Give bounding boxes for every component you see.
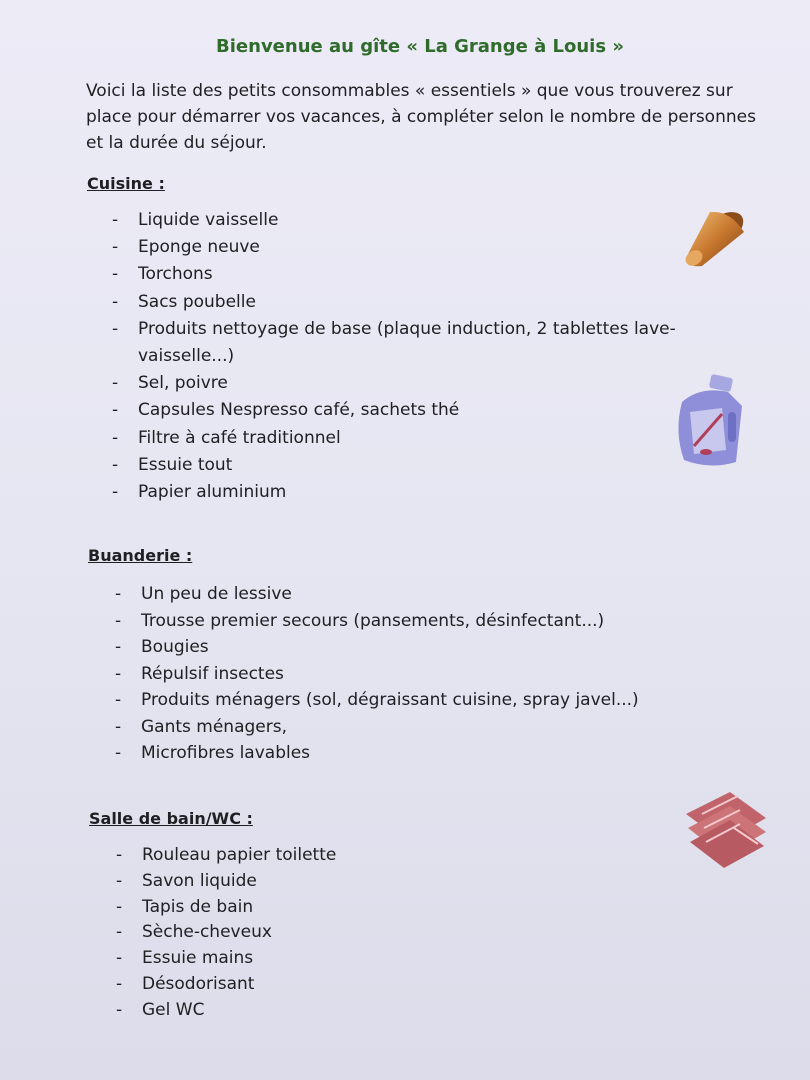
list-item: - Papier aluminium [110,479,698,506]
cuisine-list [110,207,698,506]
list-item: - Gants ménagers, [113,714,639,741]
list-item: - Rouleau papier toilette [114,843,336,869]
list-item: - Produits nettoyage de base (plaque induction, 2 tablettes lave-vaisselle...) [110,316,698,370]
list-item: - Gel WC [114,998,336,1024]
section-heading-buanderie: Buanderie : [88,546,193,565]
list-item: - Eponge neuve [110,234,698,261]
list-item: - Microfibres lavables [113,740,639,767]
section-heading-cuisine: Cuisine : [87,174,165,193]
buanderie-list [113,581,639,767]
intro-paragraph: Voici la liste des petits consommables « essentiels » que vous trouverez sur place pour démarrer vos vacances, à compléter selon le nombre de personnes et la durée du séjour. [86,81,756,153]
list-item: - Sèche-cheveux [114,920,336,946]
list-item: - Capsules Nespresso café, sachets thé [110,397,698,424]
detergent-bottle-icon [670,372,750,472]
list-item: - Bougies [113,634,639,661]
list-item: - Filtre à café traditionnel [110,425,698,452]
list-item: - Savon liquide [114,869,336,895]
list-item: - Trousse premier secours (pansements, désinfectant...) [113,608,639,635]
section-heading-salle-de-bain: Salle de bain/WC : [89,809,253,828]
list-item: - Liquide vaisselle [110,207,698,234]
list-item: - Un peu de lessive [113,581,639,608]
coffee-capsule-icon [672,198,752,276]
list-item: - Tapis de bain [114,895,336,921]
list-item: - Désodorisant [114,972,336,998]
list-item: - Essuie mains [114,946,336,972]
list-item: - Sel, poivre [110,370,698,397]
salle-de-bain-list [114,843,336,1024]
list-item: - Torchons [110,261,698,288]
page-title: Bienvenue au gîte « La Grange à Louis » [216,36,624,57]
folded-towels-icon [678,784,772,874]
list-item: - Produits ménagers (sol, dégraissant cuisine, spray javel...) [113,687,639,714]
list-item: - Essuie tout [110,452,698,479]
list-item: - Répulsif insectes [113,661,639,688]
list-item: - Sacs poubelle [110,289,698,316]
